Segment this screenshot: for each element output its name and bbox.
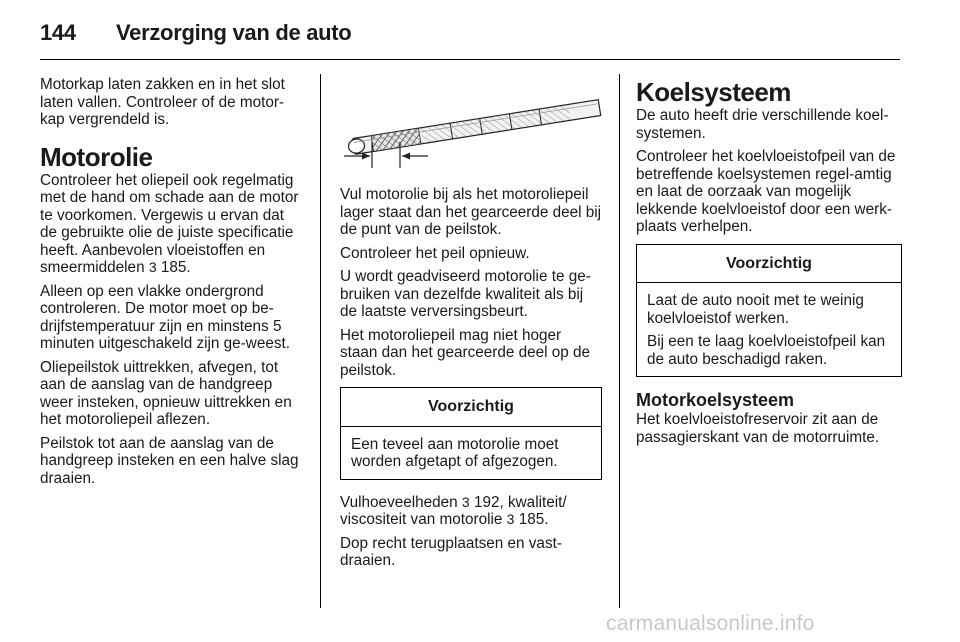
paragraph: Motorkap laten zakken en in het slot laten vallen. Controleer of de motor-kap vergrendeld is. [40,76,285,128]
paragraph: U wordt geadviseerd motorolie te ge-bruiken van dezelfde kwaliteit als bij de laatste verversingsbeurt. [340,268,591,320]
paragraph [340,494,602,529]
page-reference-number[interactable]: 185. [518,511,549,528]
column-1 [40,76,304,493]
section-heading-motorolie: Motorolie [40,141,153,172]
watermark: carmanualsonline.info [606,612,815,635]
header-rule [40,59,900,60]
column-divider-1 [320,74,321,608]
warning-body [341,427,601,479]
page-title: Verzorging van de auto [116,20,352,45]
page-reference-arrow-icon[interactable]: 3 [461,493,470,510]
warning-text: Bij een te laag koelvloeistofpeil kan de auto beschadigd raken. [647,333,886,368]
section-heading-koelsysteem: Koelsysteem [636,77,791,107]
warning-text: Een teveel aan motorolie moet worden afgetapt of afgezogen. [351,435,559,470]
page-reference-arrow-icon[interactable]: 3 [506,511,515,527]
page-reference-number[interactable]: 185. [160,259,191,276]
subheading-motorkoelsysteem: Motorkoelsysteem [636,390,795,410]
paragraph: Vul motorolie bij als het motoroliepeil lager staat dan het gearceerde deel bij de punt van de peilstok. [340,186,602,238]
warning-body [637,283,901,376]
paragraph-text: Vulhoeveelheden [340,493,458,511]
warning-title: Voorzichtig [341,388,601,427]
paragraph: Peilstok tot aan de aanslag van de handgreep insteken en een halve slag draaien. [40,434,299,487]
column-2 [340,76,602,576]
dipstick-illustration [340,76,602,172]
paragraph: Alleen op een vlakke ondergrond controleren. De motor moet op be-drijfstemperatuur zijn en minstens 5 minuten uitgeschakeld zijn ge-weest. [40,282,290,352]
warning-box [636,244,902,378]
paragraph-text: 192, kwaliteit/ viscositeit van motorolie [340,493,567,528]
column-divider-2 [619,74,620,608]
paragraph: Het koelvloeistofreservoir zit aan de passagierskant van de motorruimte. [636,411,880,446]
page-reference-arrow-icon[interactable]: 3 [148,259,157,275]
paragraph: Het motoroliepeil mag niet hoger staan dan het gearceerde deel op de peilstok. [340,326,591,379]
paragraph: Controleer het peil opnieuw. [340,244,530,262]
column-3 [636,76,902,452]
page-number: 144 [40,20,76,45]
paragraph: Oliepeilstok uittrekken, afvegen, tot aan de aanslag van de handgreep weer insteken, opnieuw uittrekken en het motoroliepeil aflezen. [40,358,292,428]
page-header [40,20,351,46]
paragraph: Controleer het koelvloeistofpeil van de betreffende koelsystemen regel-amtig en laat de oorzaak van mogelijk lekkende koelvloeistof door een werk-plaats verhelpen. [636,148,896,235]
paragraph: De auto heeft drie verschillende koel-systemen. [636,107,889,142]
warning-title: Voorzichtig [637,245,901,284]
warning-box [340,387,602,480]
paragraph-text: Controleer het oliepeil ook regelmatig met de hand om schade aan de motor te voorkomen. Vergewis u ervan dat de gebruikte olie de juiste specificatie heeft. Aanbevolen vloeistoffen en smeermiddelen [40,171,299,276]
paragraph [40,172,304,277]
paragraph: Dop recht terugplaatsen en vast-draaien. [340,534,562,569]
warning-text: Laat de auto nooit met te weinig koelvloeistof werken. [647,292,864,327]
